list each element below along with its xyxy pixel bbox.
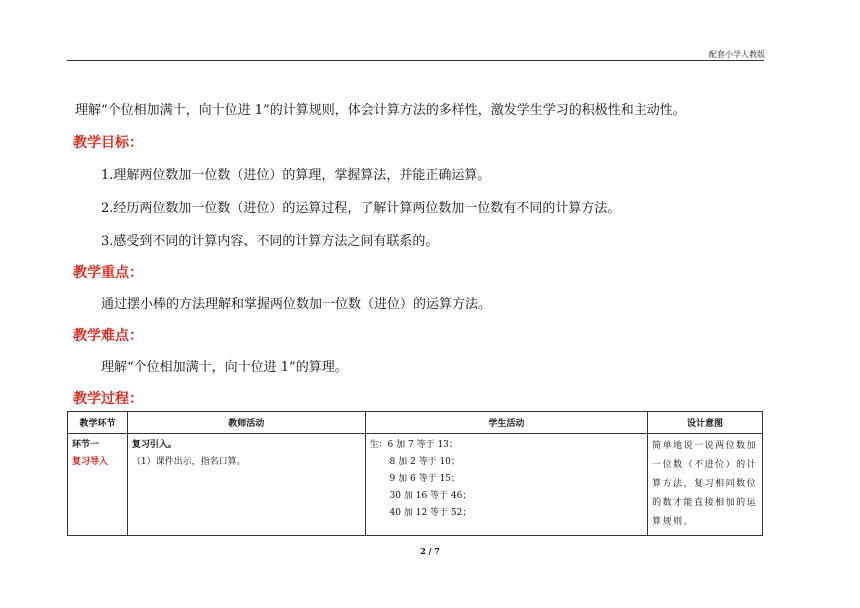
stage-name: 环节一 [72, 440, 100, 450]
design-intent-text: 简单地说一说两位数加一位数（不进位）的计算方法，复习相同数位的数才能直接相加的运算规则。 [652, 441, 758, 527]
intro-paragraph: 理解“个位相加满十，向十位进 1”的计算规则，体会计算方法的多样性，激发学生学习的积极性和主动性。 [75, 103, 686, 118]
key-point-heading: 教学重点： [73, 265, 143, 281]
column-header-teacher: 教师活动 [127, 412, 365, 434]
student-line: 生：6 加 7 等于 13； [369, 440, 458, 450]
key-point-text: 通过摆小棒的方法理解和掌握两位数加一位数（进位）的运算方法。 [101, 297, 492, 312]
student-line: 40 加 12 等于 52； [389, 508, 472, 518]
design-cell [648, 434, 763, 536]
teacher-cell [127, 434, 365, 536]
column-header-stage: 教学环节 [68, 412, 128, 434]
stage-subtitle: 复习导入 [72, 457, 109, 467]
process-table [67, 411, 763, 536]
process-heading: 教学过程： [73, 391, 143, 407]
difficulty-heading: 教学难点： [73, 328, 143, 344]
page-number: 2 / 7 [420, 546, 440, 556]
teacher-activity-title: 复习引入。 [131, 440, 177, 450]
header-rule [67, 60, 764, 61]
difficulty-text: 理解“个位相加满十，向十位进 1”的算理。 [101, 360, 348, 375]
stage-cell [68, 434, 128, 536]
objective-item-2: 2.经历两位数加一位数（进位）的运算过程，了解计算两位数加一位数有不同的计算方法。 [101, 201, 621, 216]
teacher-activity-text: （1）课件出示，指名口算。 [131, 457, 246, 467]
objectives-heading: 教学目标： [73, 135, 143, 151]
header-note: 配套小学人教版 [709, 50, 765, 59]
objective-item-3: 3.感受到不同的计算内容、不同的计算方法之间有联系的。 [101, 234, 439, 249]
student-cell [365, 434, 648, 536]
table-header-row [68, 412, 763, 434]
column-header-design: 设计意图 [648, 412, 763, 434]
objective-item-1: 1.理解两位数加一位数（进位）的算理，掌握算法，并能正确运算。 [101, 168, 491, 183]
student-line: 30 加 16 等于 46； [389, 491, 472, 501]
student-line: 8 加 2 等于 10； [389, 457, 460, 467]
student-line: 9 加 6 等于 15； [389, 474, 460, 484]
table-row [68, 434, 763, 536]
column-header-student: 学生活动 [365, 412, 648, 434]
